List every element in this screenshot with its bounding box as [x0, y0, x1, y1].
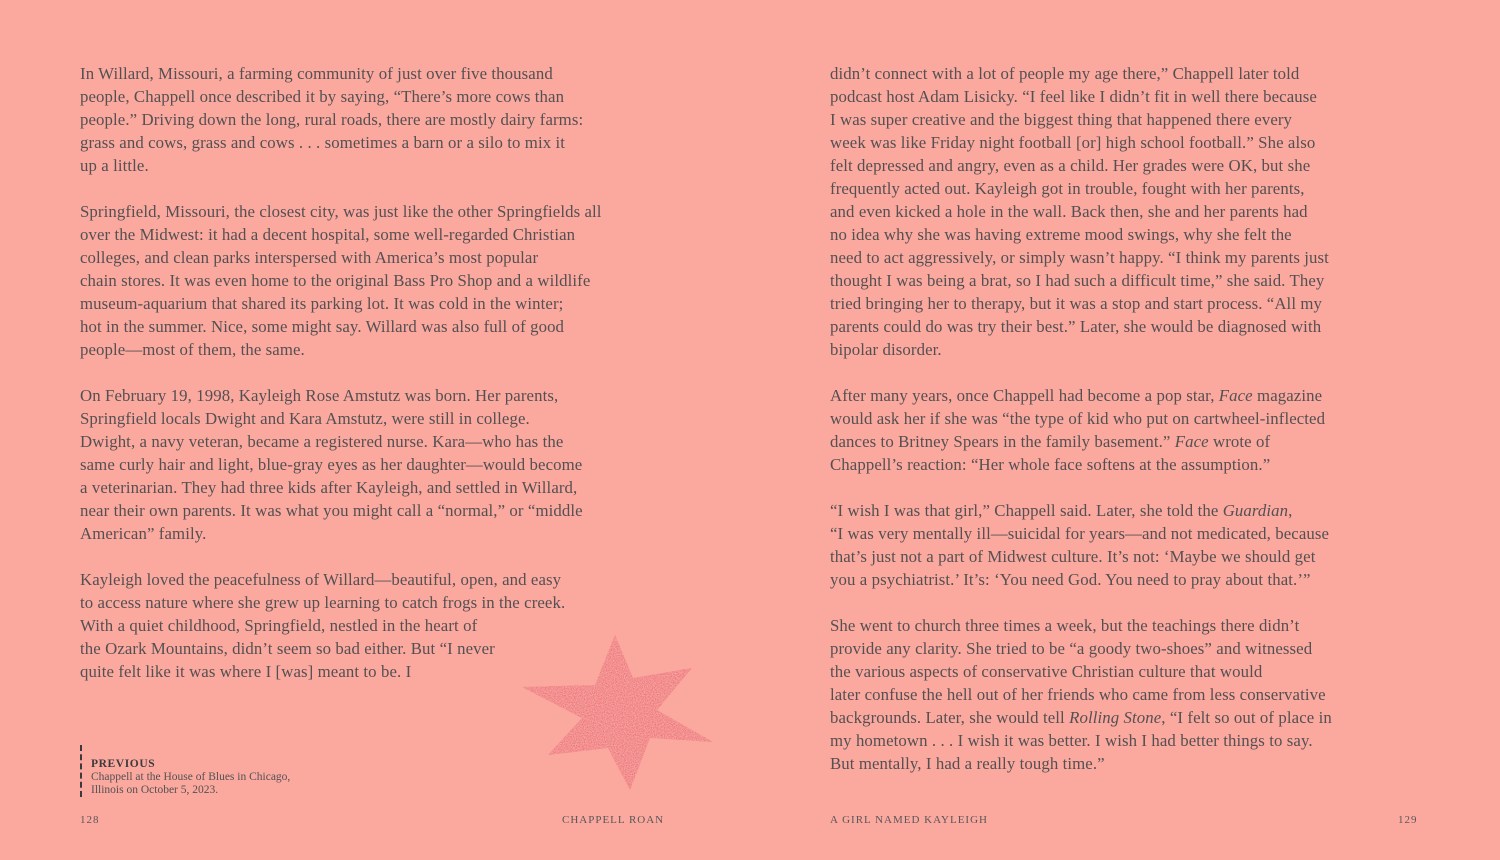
- paragraph-birth: On February 19, 1998, Kayleigh Rose Amstutz was born. Her parents, Springfield locals Dwight and Kara Amstutz, were still in college. Dwight, a navy veteran, became a registered nurse. Kara—who has the same curly hair and light, blue-gray eyes as her daughter—would become a veterinarian. They had three kids after Kayleigh, and settled in Willard, near their own parents. It was what you might call a “normal,” or “middle American” family.: [80, 386, 583, 543]
- photo-caption: [80, 745, 290, 797]
- paragraph-springfield: Springfield, Missouri, the closest city, was just like the other Springfields all over the Midwest: it had a decent hospital, some well-regarded Christian colleges, and clean parks interspersed with America’s most popular chain stores. It was even home to the original Bass Pro Shop and a wildlife museum-aquarium that shared its parking lot. It was cold in the winter; hot in the summer. Nice, some might say. Willard was also full of good people—most of them, the same.: [80, 202, 602, 359]
- paragraph-willard: In Willard, Missouri, a farming community of just over five thousand people, Chappell once described it by saying, “There’s more cows than people.” Driving down the long, rural roads, there are mostly dairy farms: grass and cows, grass and cows . . . sometimes a barn or a silo to mix it up a little.: [80, 64, 584, 175]
- magazine-title-3: Rolling Stone: [1069, 708, 1162, 727]
- running-head-right: A GIRL NAMED KAYLEIGH: [830, 814, 988, 826]
- magazine-title: Face: [1218, 386, 1253, 405]
- page-number-left: 128: [80, 814, 100, 826]
- running-head-left: CHAPPELL ROAN: [562, 814, 665, 826]
- glitter-star-icon: [520, 630, 715, 795]
- right-page: [750, 0, 1500, 860]
- newspaper-title: Guardian: [1222, 501, 1289, 520]
- paragraph-connection: didn’t connect with a lot of people my age there,” Chappell later told podcast host Adam Lisicky. “I feel like I didn’t fit in well there because I was super creative and the biggest thing that happened there every week was like Friday night football [or] high school football.” She also felt depressed and angry, even as a child. Her grades were OK, but she frequently acted out. Kayleigh got in trouble, fought with her parents, and even kicked a hole in the wall. Back then, she and her parents had no idea why she was having extreme mood swings, why she felt the need to act aggressively, or simply wasn’t happy. “I think my parents just thought I was being a brat, so I had such a difficult time,” she said. They tried bringing her to therapy, but it was a stop and start process. “All my parents could do was try their best.” Later, she would be diagnosed with bipolar disorder.: [830, 64, 1329, 359]
- paragraph-church: She went to church three times a week, but the teachings there didn’t provide any clarity. She tried to be “a goody two-shoes” and witnessed the various aspects of conservative Christian culture that would later confuse the hell out of her friends who came from less conservative backgrounds. Later, she would tell Rolling Stone, “I felt so out of place in my hometown . . . I wish it was better. I wish I had better things to say. But mentally, I had a really tough time.”: [830, 616, 1332, 773]
- page-number-right: 129: [1398, 814, 1418, 826]
- magazine-title-2: Face: [1174, 432, 1209, 451]
- paragraph-face-magazine: After many years, once Chappell had become a pop star, Face magazine would ask her if she was “the type of kid who put on cartwheel-inflected dances to Britney Spears in the family basement.” Face wrote of Chappell’s reaction: “Her whole face softens at the assumption.”: [830, 386, 1326, 474]
- left-body-text: [80, 62, 680, 706]
- caption-title: PREVIOUS: [91, 758, 156, 770]
- right-body-text: [830, 62, 1430, 798]
- paragraph-guardian: “I wish I was that girl,” Chappell said. Later, she told the Guardian, “I was very mentally ill—suicidal for years—and not medicated, because that’s just not a part of Midwest culture. It’s not: ‘Maybe we should get you a psychiatrist.’ It’s: ‘You need God. You need to pray about that.’”: [830, 501, 1330, 589]
- paragraph-kayleigh: Kayleigh loved the peacefulness of Willard—beautiful, open, and easy to access nature where she grew up learning to catch frogs in the creek. With a quiet childhood, Springfield, nestled in the heart of the Ozark Mountains, didn’t seem so bad either. But “I never quite felt like it was where I [was] meant to be. I: [80, 570, 566, 681]
- caption-text: Chappell at the House of Blues in Chicago, Illinois on October 5, 2023.: [91, 771, 291, 796]
